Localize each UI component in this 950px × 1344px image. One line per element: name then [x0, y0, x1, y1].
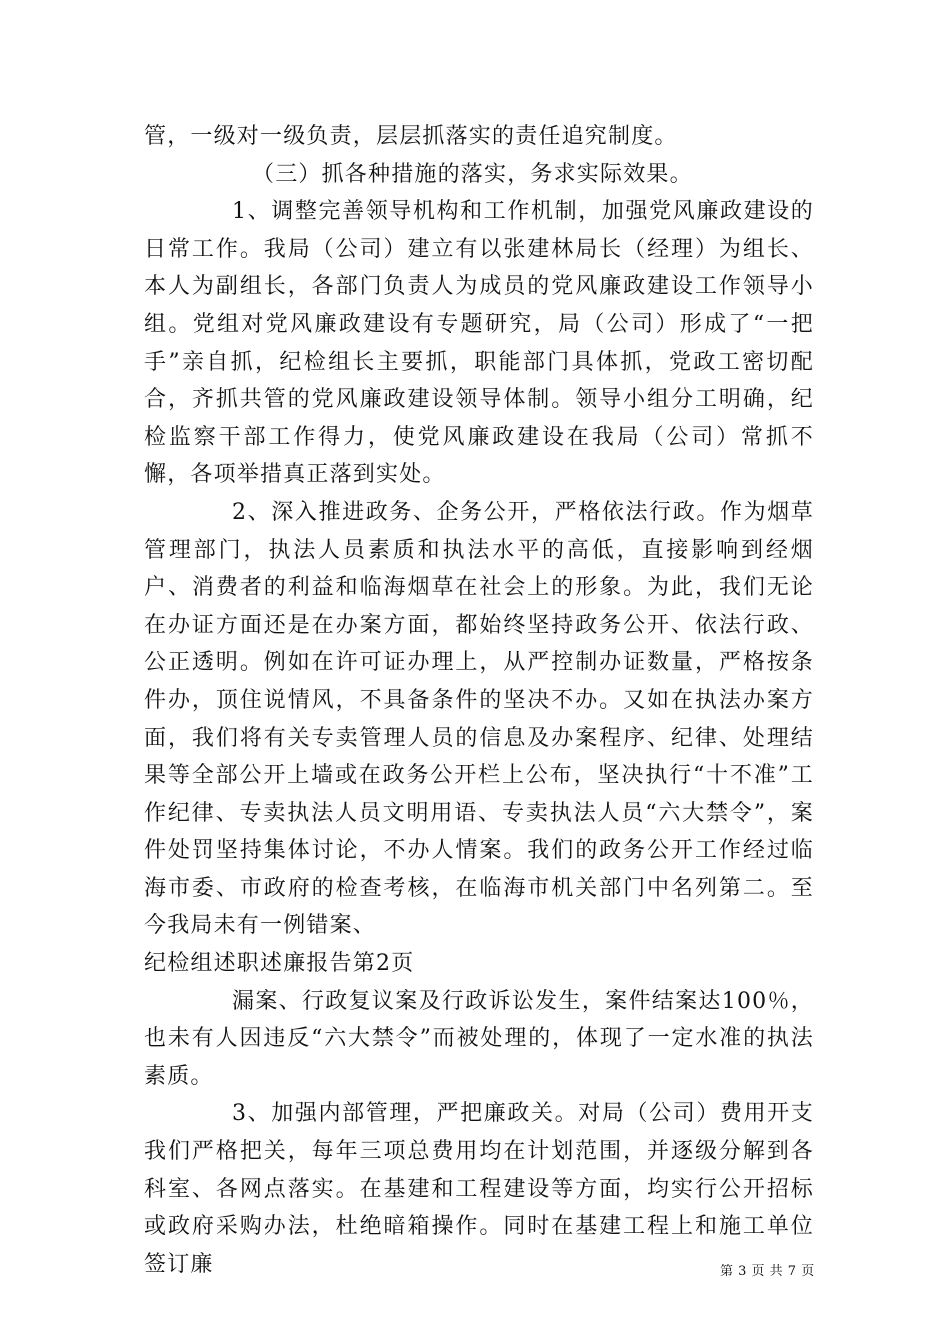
paragraph-continuation: 管，一级对一级负责，层层抓落实的责任追究制度。 — [144, 124, 678, 149]
section-heading-3: （三）抓各种措施的落实，务求实际效果。 — [252, 161, 693, 187]
page-number-footer: 第 3 页 共 7 页 — [720, 1264, 815, 1279]
paragraph-item-2-continued: 漏案、行政复议案及行政诉讼发生，案件结案达100％，也未有人因违反“六大禁令”而被处理的，体现了一定水准的执法素质。 — [144, 988, 814, 1089]
paragraph-item-2: 2、深入推进政务、企务公开，严格依法行政。作为烟草管理部门，执法人员素质和执法水平的高低，直接影响到经烟户、消费者的利益和临海烟草在社会上的形象。为此，我们无论在办证方面还是在办案方面，都始终坚持政务公开、依法行政、公正透明。例如在许可证办理上，从严控制办证数量，严格按条件办，顶住说情风，不具备条件的坚决不办。又如在执法办案方面，我们将有关专卖管理人员的信息及办案程序、纪律、处理结果等全部公开上墙或在政务公开栏上公布，坚决执行“十不准”工作纪律、专卖执法人员文明用语、专卖执法人员“六大禁令”，案件处罚坚持集体讨论，不办人情案。我们的政务公开工作经过临海市委、市政府的检查考核，在临海市机关部门中名列第二。至今我局未有一例错案、 — [144, 499, 814, 939]
paragraph-item-3: 3、加强内部管理，严把廉政关。对局（公司）费用开支我们严格把关，每年三项总费用均在计划范围，并逐级分解到各科室、各网点落实。在基建和工程建设等方面，均实行公开招标或政府采购办法，杜绝暗箱操作。同时在基建工程上和施工单位签订廉 — [144, 1101, 814, 1277]
document-body — [144, 118, 814, 1283]
paragraph-item-1: 1、调整完善领导机构和工作机制，加强党风廉政建设的日常工作。我局（公司）建立有以张建林局长（经理）为组长、本人为副组长，各部门负责人为成员的党风廉政建设工作领导小组。党组对党风廉政建设有专题研究，局（公司）形成了“一把手”亲自抓，纪检组长主要抓，职能部门具体抓，党政工密切配合，齐抓共管的党风廉政建设领导体制。领导小组分工明确，纪检监察干部工作得力，使党风廉政建设在我局（公司）常抓不懈，各项举措真正落到实处。 — [144, 199, 814, 488]
page-marker-text: 纪检组述职述廉报告第2页 — [144, 951, 415, 977]
